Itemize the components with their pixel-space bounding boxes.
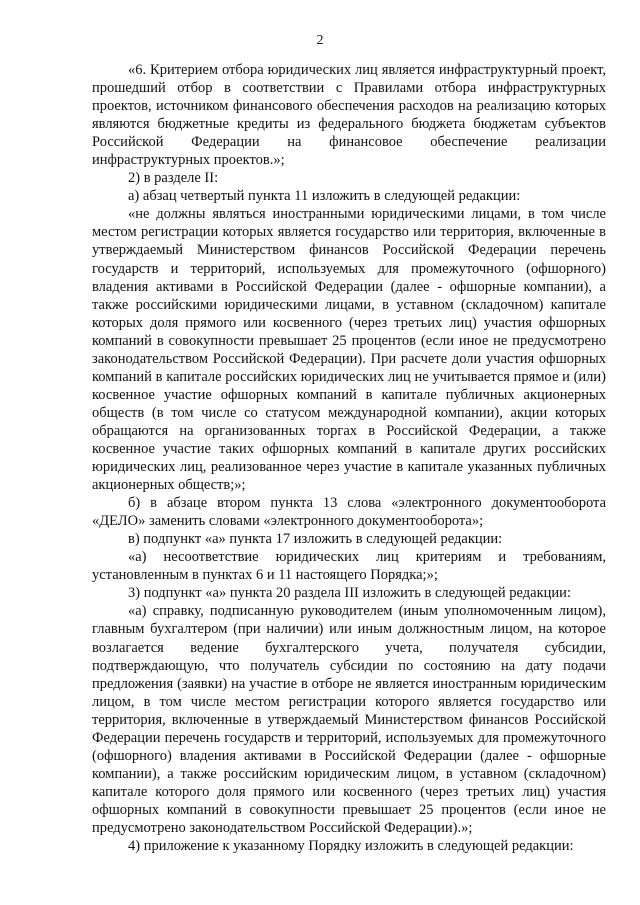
paragraph-appendix-amend: 4) приложение к указанному Порядку изложить в следующей редакции: <box>128 838 574 855</box>
paragraph-item-11-amend: а) абзац четвертый пункта 11 изложить в следующей редакции: <box>128 188 521 205</box>
paragraph-item-20-text: «а) справку, подписанную руководителем (иным уполномоченным лицом), главным бухгалтером (при наличии) или иным должностным лицом, на которое возлагается ведение бухгалтерского учета, получателя субсидии, подтверждающую, что получатель субсидии по состоянию на дату подачи предложения (заявки) на участие в отборе не является иностранным юридическим лицом, в том числе местом регистрации которого является государство или территория, включенные в утверждаемый Министерством финансов Российской Федерации перечень государств и территорий, используемых для промежуточного (офшорного) владения активами в Российской Федерации (далее - офшорные компании), а также российским юридическим лицом, в уставном (складочном) капитале которого доля прямого или косвенного (через третьих лиц) участия офшорных компаний в совокупности превышает 25 процентов (если иное не предусмотрено законодательством Российской Федерации).»; <box>92 603 606 836</box>
page-number: 2 <box>316 33 324 48</box>
paragraph-section-2: 2) в разделе II: <box>128 170 219 187</box>
paragraph-criterion-6: «6. Критерием отбора юридических лиц является инфраструктурный проект, прошедший отбор в соответствии с Правилами отбора инфраструктурных проектов, источником финансового обеспечения расходов на реализацию которых являются бюджетные кредиты из федерального бюджета бюджетам субъектов Российской Федерации на финансовое обеспечение реализации инфраструктурных проектов.»; <box>92 62 606 169</box>
paragraph-item-17-text: «а) несоответствие юридических лиц критериям и требованиям, установленным в пунктах 6 и 11 настоящего Порядка;»; <box>92 549 606 584</box>
paragraph-item-11-text: «не должны являться иностранными юридическими лицами, в том числе местом регистрации которых является государство или территория, включенные в утверждаемый Министерством финансов Российской Федерации перечень государств и территорий, используемых для промежуточного (офшорного) владения активами в Российской Федерации (далее - офшорные компании), а также российскими юридическими лицами, в уставном (складочном) капитале которых доля прямого или косвенного (через третьих лиц) участия офшорных компаний в совокупности превышает 25 процентов (если иное не предусмотрено законодательством Российской Федерации). При расчете доли участия офшорных компаний в капитале российских юридических лиц не учитывается прямое и (или) косвенное участие офшорных компаний в капитале публичных акционерных обществ (в том числе со статусом международной компании), акции которых обращаются на организованных торгах в Российской Федерации, а также косвенное участие таких офшорных компаний в капитале других российских юридических лиц, реализованное через участие в капитале указанных публичных акционерных обществ;»; <box>92 206 606 494</box>
document-body <box>92 61 606 855</box>
paragraph-item-13-amend: б) в абзаце втором пункта 13 слова «электронного документооборота «ДЕЛО» заменить словами «электронного документооборота»; <box>92 495 606 530</box>
paragraph-item-17-amend: в) подпункт «а» пункта 17 изложить в следующей редакции: <box>128 531 503 548</box>
paragraph-item-20-amend: 3) подпункт «а» пункта 20 раздела III изложить в следующей редакции: <box>128 585 571 602</box>
